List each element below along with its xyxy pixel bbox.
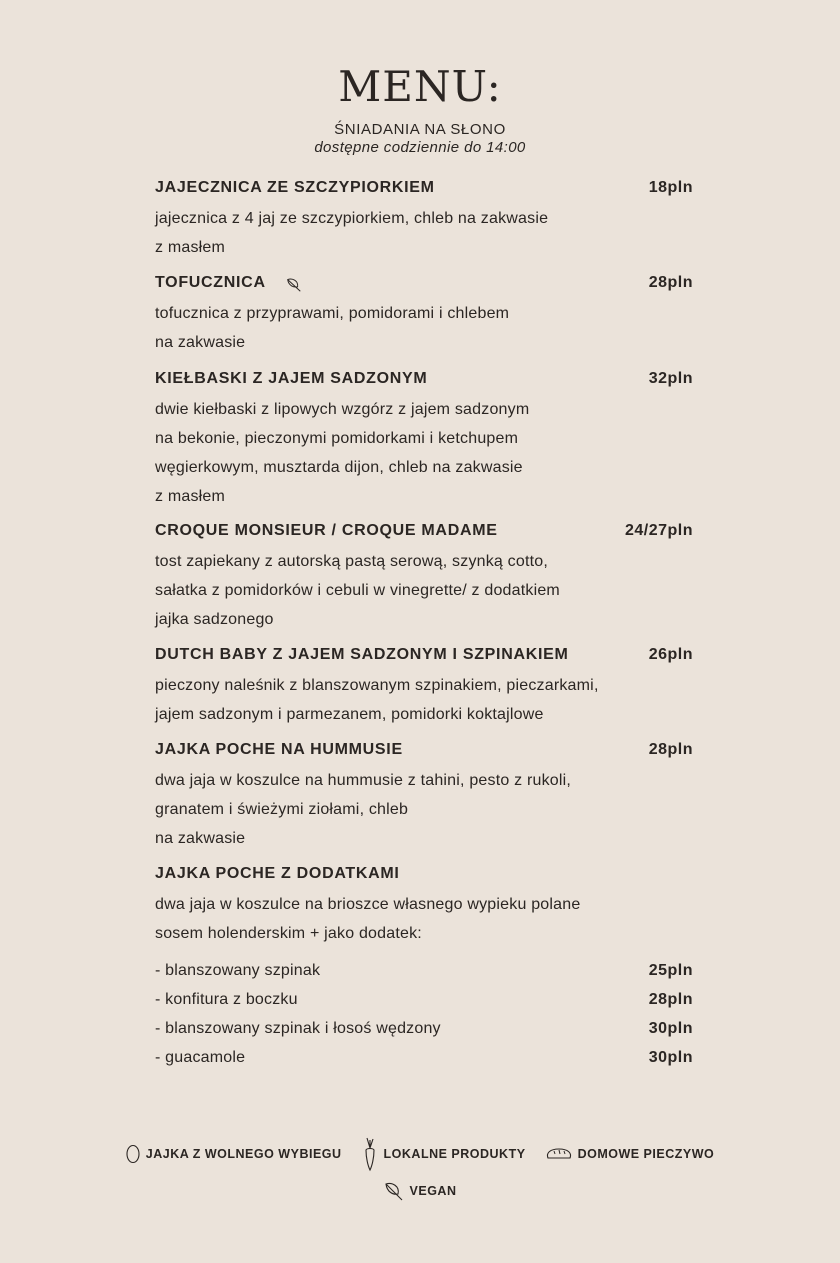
description-line: dwie kiełbaski z lipowych wzgórz z jajem sadzonym <box>155 401 530 418</box>
addon-price: 30pln <box>648 1020 693 1037</box>
menu-item <box>155 864 695 948</box>
description-line: węgierkowym, musztarda dijon, chleb na zakwasie <box>155 459 523 476</box>
section-subtitle: ŚNIADANIA NA SŁONO <box>334 121 506 138</box>
egg-icon <box>126 1144 140 1164</box>
menu-title: MENU: <box>338 62 502 111</box>
item-name: JAJKA POCHE Z DODATKAMI <box>155 865 400 882</box>
item-name: DUTCH BABY Z JAJEM SADZONYM I SZPINAKIEM <box>155 646 569 663</box>
description-line: dwa jaja w koszulce na brioszce własnego wypieku polane <box>155 896 581 913</box>
item-description <box>155 547 695 634</box>
addon-label: - blanszowany szpinak i łosoś wędzony <box>155 1020 441 1037</box>
item-description <box>155 890 695 948</box>
menu-item <box>155 178 695 262</box>
legend-item-bread <box>546 1147 715 1161</box>
addon-row <box>155 1043 695 1072</box>
legend-row-2 <box>0 1180 840 1202</box>
description-line: dwa jaja w koszulce na hummusie z tahini, pesto z rukoli, <box>155 772 572 789</box>
legend-label: LOKALNE PRODUKTY <box>383 1147 526 1161</box>
bread-icon <box>546 1147 572 1161</box>
description-line: jajem sadzonym i parmezanem, pomidorki koktajlowe <box>155 706 544 723</box>
addon-price: 25pln <box>648 962 693 979</box>
description-line: tost zapiekany z autorską pastą serową, szynką cotto, <box>155 553 549 570</box>
item-description <box>155 299 695 357</box>
item-description <box>155 766 695 853</box>
addon-price: 30pln <box>648 1049 693 1066</box>
menu-item <box>155 273 695 357</box>
item-price: 28pln <box>648 741 693 758</box>
addon-list <box>155 956 695 1072</box>
description-line: z masłem <box>155 239 226 256</box>
leaf-icon <box>384 1180 404 1202</box>
legend-label: VEGAN <box>409 1184 457 1198</box>
addon-price: 28pln <box>648 991 693 1008</box>
description-line: z masłem <box>155 488 226 505</box>
addon-row <box>155 956 695 985</box>
addon-row <box>155 985 695 1014</box>
legend-item-carrot <box>362 1136 526 1172</box>
menu-item <box>155 645 695 729</box>
description-line: na bekonie, pieczonymi pomidorkami i ketchupem <box>155 430 519 447</box>
item-price: 28pln <box>648 274 693 291</box>
description-line: na zakwasie <box>155 830 246 847</box>
item-price: 26pln <box>648 646 693 663</box>
leaf-icon <box>285 276 303 294</box>
description-line: sosem holenderskim + jako dodatek: <box>155 925 422 942</box>
item-description <box>155 671 695 729</box>
legend <box>0 1136 840 1172</box>
item-description <box>155 204 695 262</box>
item-name: JAJECZNICA ZE SZCZYPIORKIEM <box>155 179 435 196</box>
legend-item-vegan <box>384 1180 457 1202</box>
addon-label: - blanszowany szpinak <box>155 962 321 979</box>
availability-note: dostępne codziennie do 14:00 <box>314 139 526 156</box>
description-line: jajecznica z 4 jaj ze szczypiorkiem, chleb na zakwasie <box>155 210 549 227</box>
item-description <box>155 395 695 511</box>
description-line: tofucznica z przyprawami, pomidorami i chlebem <box>155 305 510 322</box>
item-price: 18pln <box>648 179 693 196</box>
item-name: JAJKA POCHE NA HUMMUSIE <box>155 741 403 758</box>
carrot-icon <box>362 1136 378 1172</box>
description-line: sałatka z pomidorków i cebuli w vinegrette/ z dodatkiem <box>155 582 560 599</box>
description-line: granatem i świeżymi ziołami, chleb <box>155 801 409 818</box>
menu-item <box>155 521 695 634</box>
item-name: CROQUE MONSIEUR / CROQUE MADAME <box>155 522 498 539</box>
item-name: KIEŁBASKI Z JAJEM SADZONYM <box>155 370 428 387</box>
addon-row <box>155 1014 695 1043</box>
description-line: pieczony naleśnik z blanszowanym szpinakiem, pieczarkami, <box>155 677 599 694</box>
description-line: na zakwasie <box>155 334 246 351</box>
menu-item <box>155 369 695 511</box>
legend-item-egg <box>126 1144 342 1164</box>
addon-label: - guacamole <box>155 1049 246 1066</box>
addon-label: - konfitura z boczku <box>155 991 298 1008</box>
description-line: jajka sadzonego <box>155 611 274 628</box>
item-price: 24/27pln <box>624 522 693 539</box>
legend-label: DOMOWE PIECZYWO <box>577 1147 715 1161</box>
item-name: TOFUCZNICA <box>155 274 266 291</box>
item-price: 32pln <box>648 370 693 387</box>
menu-item <box>155 740 695 853</box>
legend-label: JAJKA Z WOLNEGO WYBIEGU <box>145 1147 342 1161</box>
